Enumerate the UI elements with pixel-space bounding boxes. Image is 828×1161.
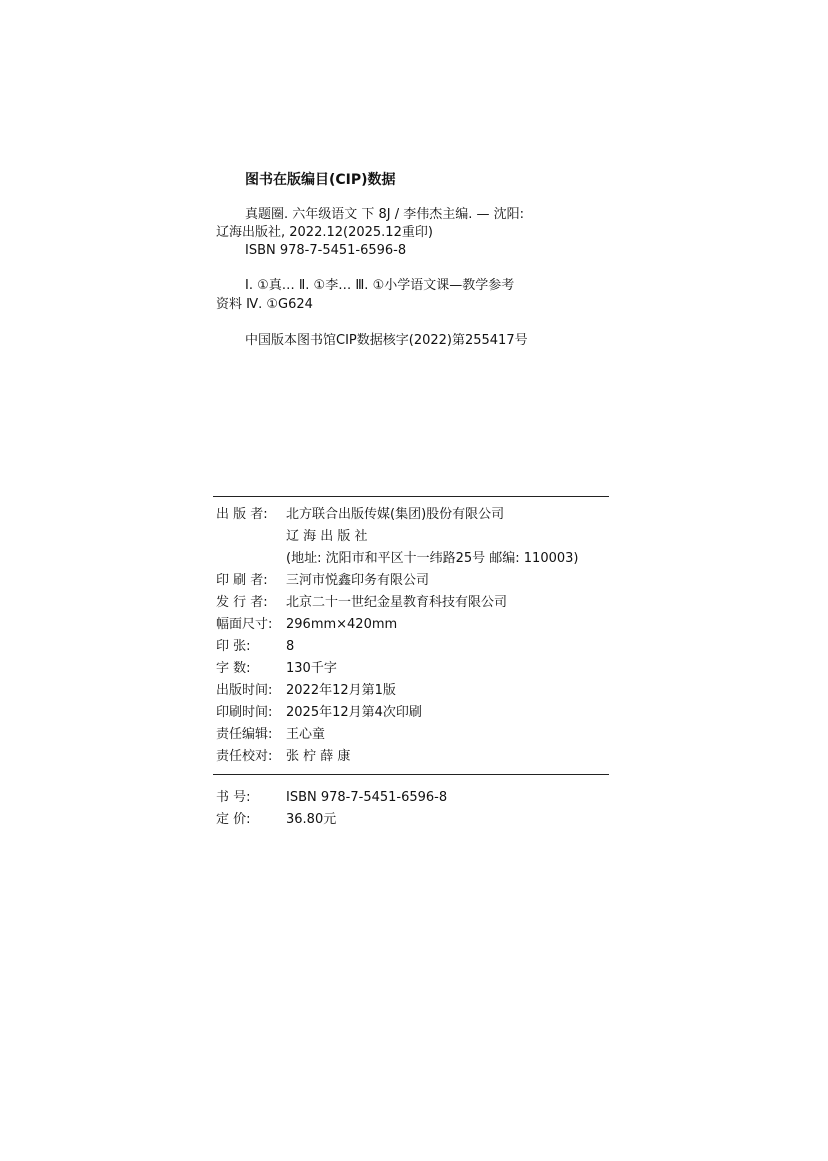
sheets-label: 印 张: (216, 639, 251, 654)
printdate-row (216, 705, 422, 721)
bottom-rule (213, 774, 609, 775)
top-rule (213, 496, 609, 497)
publisher-address-row (216, 551, 578, 567)
publisher-address: (地址: 沈阳市和平区十一纬路25号 邮编: 110003) (286, 551, 579, 566)
publisher-row-2 (216, 529, 368, 545)
cip-line-3: ISBN 978-7-5451-6596-8 (245, 243, 407, 258)
printdate-value: 2025年12月第4次印刷 (286, 705, 422, 720)
isbn-value: ISBN 978-7-5451-6596-8 (286, 790, 448, 805)
proof-row (216, 749, 350, 765)
price-label: 定 价: (216, 812, 251, 827)
cip-line-1: 真题圈. 六年级语文 下 8J / 李伟杰主编. — 沈阳: (245, 207, 525, 222)
words-row (216, 661, 337, 677)
editor-value: 王心童 (286, 727, 326, 742)
words-value: 130千字 (286, 661, 337, 676)
size-value: 296mm×420mm (286, 617, 398, 632)
publisher-row (216, 507, 504, 523)
cip-line-6: 中国版本图书馆CIP数据核字(2022)第255417号 (245, 333, 528, 348)
price-value: 36.80元 (286, 812, 337, 827)
printer-value: 三河市悦鑫印务有限公司 (286, 573, 430, 588)
distributor-value: 北京二十一世纪金星教育科技有限公司 (286, 595, 508, 610)
isbn-label: 书 号: (216, 790, 251, 805)
size-label: 幅面尺寸: (216, 617, 273, 632)
sheets-row (216, 639, 294, 655)
printer-row (216, 573, 429, 589)
size-row (216, 617, 397, 633)
editor-row (216, 727, 325, 743)
pubdate-label: 出版时间: (216, 683, 273, 698)
words-label: 字 数: (216, 661, 251, 676)
proof-label: 责任校对: (216, 749, 273, 764)
publisher-value-2: 辽 海 出 版 社 (286, 529, 368, 544)
printdate-label: 印刷时间: (216, 705, 273, 720)
cip-line-5: 资料 Ⅳ. ①G624 (216, 297, 313, 312)
cip-line-2: 辽海出版社, 2022.12(2025.12重印) (216, 225, 433, 240)
cip-title: 图书在版编目(CIP)数据 (245, 172, 396, 188)
distributor-label: 发 行 者: (216, 595, 268, 610)
cip-line-4: Ⅰ. ①真… Ⅱ. ①李… Ⅲ. ①小学语文课—教学参考 (245, 278, 515, 293)
pubdate-row (216, 683, 396, 699)
sheets-value: 8 (286, 639, 295, 654)
publisher-label: 出 版 者: (216, 507, 268, 522)
pubdate-value: 2022年12月第1版 (286, 683, 396, 698)
printer-label: 印 刷 者: (216, 573, 268, 588)
publisher-value: 北方联合出版传媒(集团)股份有限公司 (286, 507, 505, 522)
price-row (216, 812, 336, 828)
isbn-row (216, 790, 447, 806)
distributor-row (216, 595, 507, 611)
proof-value: 张 柠 薛 康 (286, 749, 351, 764)
editor-label: 责任编辑: (216, 727, 273, 742)
